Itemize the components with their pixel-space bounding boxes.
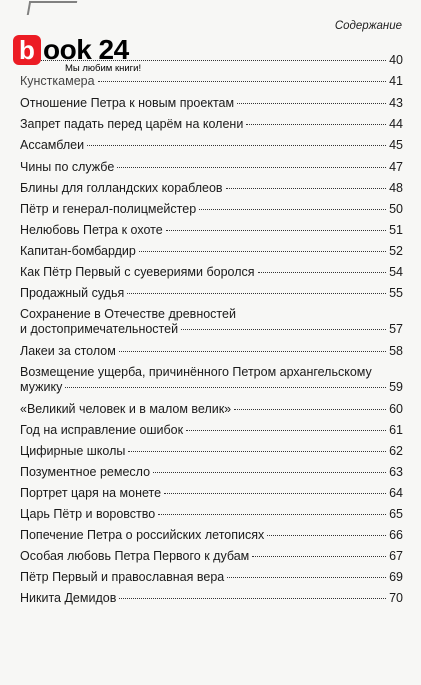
toc-entry-page: 40 xyxy=(389,53,403,67)
toc-entry xyxy=(20,591,403,606)
toc-entry-page: 58 xyxy=(389,344,403,358)
toc-entry-page: 44 xyxy=(389,117,403,131)
ink-scribble xyxy=(27,1,77,15)
toc-entry-title: Никита Демидов xyxy=(20,591,117,605)
dot-leader xyxy=(87,145,386,146)
toc-entry-title: Нелюбовь Петра к охоте xyxy=(20,223,163,237)
toc-entry xyxy=(20,423,403,438)
toc-entry-page: 62 xyxy=(389,444,403,458)
dot-leader xyxy=(237,103,386,104)
toc-entry-page: 70 xyxy=(389,591,403,605)
dot-leader xyxy=(128,451,386,452)
dot-leader xyxy=(181,329,386,330)
logo-tagline: Мы любим книги! xyxy=(65,63,142,74)
dot-leader xyxy=(267,535,386,536)
dot-leader xyxy=(199,209,386,210)
toc-entry-title: Позументное ремесло xyxy=(20,465,151,479)
dot-leader xyxy=(227,577,386,578)
toc-entry-page: 65 xyxy=(389,507,403,521)
toc-entry xyxy=(20,486,403,501)
toc-entry-page: 48 xyxy=(389,181,403,195)
toc-entry-title: Возмещение ущерба, причинённого Петром архангельскому xyxy=(20,365,372,379)
toc-entry-page: 64 xyxy=(389,486,403,500)
dot-leader xyxy=(153,472,386,473)
toc-entry-title: «Великий человек и в малом велик» xyxy=(20,402,232,416)
toc-entry-title: Портрет царя на монете xyxy=(20,486,162,500)
dot-leader xyxy=(65,387,386,388)
toc-entry-title: Отношение Петра к новым проектам xyxy=(20,96,235,110)
dot-leader xyxy=(226,188,386,189)
toc-entry-page: 52 xyxy=(389,244,403,258)
toc-entry-title: Цифирные школы xyxy=(20,444,126,458)
toc-entry xyxy=(20,444,403,459)
toc-entry-title: Блины для голландских кораблеов xyxy=(20,181,223,195)
toc-entry xyxy=(20,202,403,217)
toc-entry xyxy=(20,507,403,522)
dot-leader xyxy=(258,272,386,273)
dot-leader xyxy=(119,351,386,352)
toc-entry xyxy=(20,286,403,301)
dot-leader xyxy=(186,430,386,431)
toc-entry-title: Царь Пётр и воровство xyxy=(20,507,156,521)
toc-entry-page: 47 xyxy=(389,160,403,174)
toc-entry-page: 67 xyxy=(389,549,403,563)
toc-entry xyxy=(20,570,403,585)
toc-entry-title: Капитан-бомбардир xyxy=(20,244,136,258)
dot-leader xyxy=(139,251,386,252)
toc-entry xyxy=(20,528,403,543)
toc-entry-page: 59 xyxy=(389,380,403,394)
dot-leader xyxy=(252,556,386,557)
toc-entry-title: Продажный судья xyxy=(20,286,125,300)
toc-entry-title: Год на исправление ошибок xyxy=(20,423,184,437)
toc-entry-page: 50 xyxy=(389,202,403,216)
toc-entry-title-continued: мужику xyxy=(20,380,63,394)
toc-entry-page: 43 xyxy=(389,96,403,110)
toc-entry xyxy=(20,549,403,564)
toc-entry-page: 54 xyxy=(389,265,403,279)
toc-entry-title: Пётр и генерал-полицмейстер xyxy=(20,202,197,216)
toc-entry xyxy=(20,74,403,89)
toc-entry-title: Как Пётр Первый с суевериями боролся xyxy=(20,265,255,279)
dot-leader xyxy=(234,409,386,410)
toc-entry-page: 69 xyxy=(389,570,403,584)
toc-entry-title: Сохранение в Отечестве древностей xyxy=(20,307,236,321)
logo-b-square: b xyxy=(13,35,41,65)
book24-logo xyxy=(13,33,173,73)
toc-entry-title: Лакеи за столом xyxy=(20,344,116,358)
dot-leader xyxy=(166,230,386,231)
toc-entry-page: 66 xyxy=(389,528,403,542)
toc-entry xyxy=(20,307,403,337)
toc-entry-page: 45 xyxy=(389,138,403,152)
dot-leader xyxy=(158,514,386,515)
dot-leader xyxy=(127,293,386,294)
toc-entry-page: 51 xyxy=(389,223,403,237)
toc-entry-title-continued: и достопримечательностей xyxy=(20,322,179,336)
toc-entry-title: Особая любовь Петра Первого к дубам xyxy=(20,549,250,563)
dot-leader xyxy=(117,167,386,168)
toc-entry-title: Попечение Петра о российских летописях xyxy=(20,528,265,542)
toc-entry xyxy=(20,223,403,238)
toc-entry-title: Кунсткамера xyxy=(20,74,95,88)
toc-entry-page: 63 xyxy=(389,465,403,479)
toc-entry-title: Запрет падать перед царём на колени xyxy=(20,117,244,131)
toc-entry xyxy=(20,117,403,132)
toc-entry xyxy=(20,160,403,175)
toc-entry xyxy=(20,244,403,259)
toc-entry xyxy=(20,138,403,153)
dot-leader xyxy=(164,493,386,494)
toc-entry-page: 41 xyxy=(389,74,403,88)
toc-entry xyxy=(20,402,403,417)
toc-entry xyxy=(20,96,403,111)
logo-text: ook 24 xyxy=(43,34,129,65)
toc-entry xyxy=(20,265,403,280)
toc-entry-title: Ассамблеи xyxy=(20,138,85,152)
dot-leader xyxy=(98,81,386,82)
toc-entry-title: Чины по службе xyxy=(20,160,115,174)
dot-leader xyxy=(119,598,386,599)
toc-entry-page: 55 xyxy=(389,286,403,300)
toc-entry xyxy=(20,365,403,395)
toc-entry-page: 60 xyxy=(389,402,403,416)
section-title: Содержание xyxy=(334,20,402,32)
toc-entry-page: 61 xyxy=(389,423,403,437)
toc-entry xyxy=(20,465,403,480)
toc-entry xyxy=(20,181,403,196)
dot-leader xyxy=(246,124,386,125)
toc-entry xyxy=(20,344,403,359)
toc-entry-page: 57 xyxy=(389,322,403,336)
toc-entry-title: Пётр Первый и православная вера xyxy=(20,570,225,584)
